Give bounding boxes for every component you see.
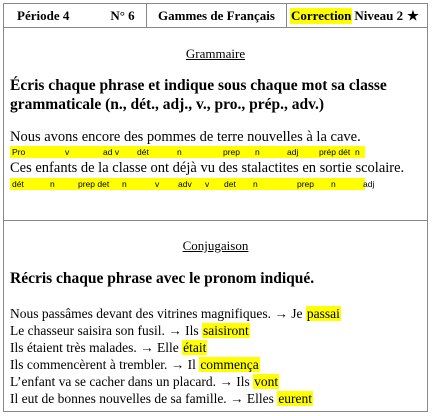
tag: v (65, 147, 70, 157)
worksheet-title: Gammes de Français (147, 4, 287, 27)
grammar-sentence-1: Nous avons encore des pommes de terre nouvelles à la cave. (10, 129, 361, 145)
conjugation-prompt: Ils étaient très malades. → Elle (10, 340, 179, 355)
conjugation-item (10, 340, 207, 356)
period-label: Période 4 (17, 7, 70, 23)
tag: prep det (78, 179, 110, 189)
conjugation-answer: était (183, 340, 207, 355)
conjugation-section-title: Conjugaison (182, 238, 249, 253)
tag: adj (363, 179, 375, 189)
exercise-number: N° 6 (99, 4, 147, 27)
grammar-section-title: Grammaire (185, 46, 246, 61)
tag: v (205, 179, 210, 189)
conjugation-prompt: Le chasseur saisira son fusil. → Ils (10, 323, 199, 338)
conjugation-answer: passai (306, 306, 340, 321)
grammar-sentence-2: Ces enfants de la classe ont déjà vu des stalactites en sortie scolaire. (10, 160, 405, 176)
tag: n (255, 147, 260, 157)
tag: n (50, 179, 55, 189)
tag: prep (223, 147, 241, 157)
tag: adj (287, 147, 299, 157)
grammar-tags-2 (10, 178, 375, 190)
conjugation-item (10, 374, 279, 390)
tag: n (122, 179, 127, 189)
grammar-instruction: Écris chaque phrase et indique sous chaque mot sa classe grammaticale (n., dét., adj., v., pro., prép., adv.) (10, 77, 387, 113)
conjugation-item (10, 357, 260, 373)
worksheet (3, 3, 428, 412)
conjugation-prompt: Ils commencèrent à trembler. → Il (10, 357, 196, 372)
conjugation-prompt: Il eut de bonnes nouvelles de sa famille. → Elles (10, 391, 274, 406)
tag: adv (178, 179, 192, 189)
conjugation-answer: vont (254, 374, 279, 389)
grammar-tags-1 (10, 146, 365, 158)
tag: Pro (12, 147, 26, 157)
tag: det (224, 179, 236, 189)
conjugation-instruction: Récris chaque phrase avec le pronom indiqué. (10, 270, 315, 287)
correction-badge: Correction (291, 7, 352, 23)
star-icon: ★ (407, 7, 419, 23)
tag: n (253, 179, 258, 189)
tag: prép dét (319, 147, 351, 157)
conjugation-answer: saisiront (202, 323, 249, 338)
tag: prep (297, 179, 315, 189)
level-label: Niveau 2 (354, 7, 404, 23)
tag: dét (12, 179, 24, 189)
section-divider (4, 220, 427, 221)
conjugation-item (10, 391, 313, 407)
tag: dét (137, 147, 149, 157)
tag: n (355, 147, 360, 157)
tag: n (331, 179, 336, 189)
tag: v (155, 179, 160, 189)
tag: ad v (103, 147, 120, 157)
tag: n (177, 147, 182, 157)
worksheet-header (4, 4, 427, 28)
conjugation-prompt: L’enfant va se cacher dans un placard. → Ils (10, 374, 250, 389)
conjugation-item (10, 323, 250, 339)
conjugation-item (10, 306, 341, 322)
header-level-cell (287, 4, 427, 27)
conjugation-answer: eurent (278, 391, 313, 406)
conjugation-answer: commença (200, 357, 259, 372)
conjugation-prompt: Nous passâmes devant des vitrines magnifiques. → Je (10, 306, 303, 321)
